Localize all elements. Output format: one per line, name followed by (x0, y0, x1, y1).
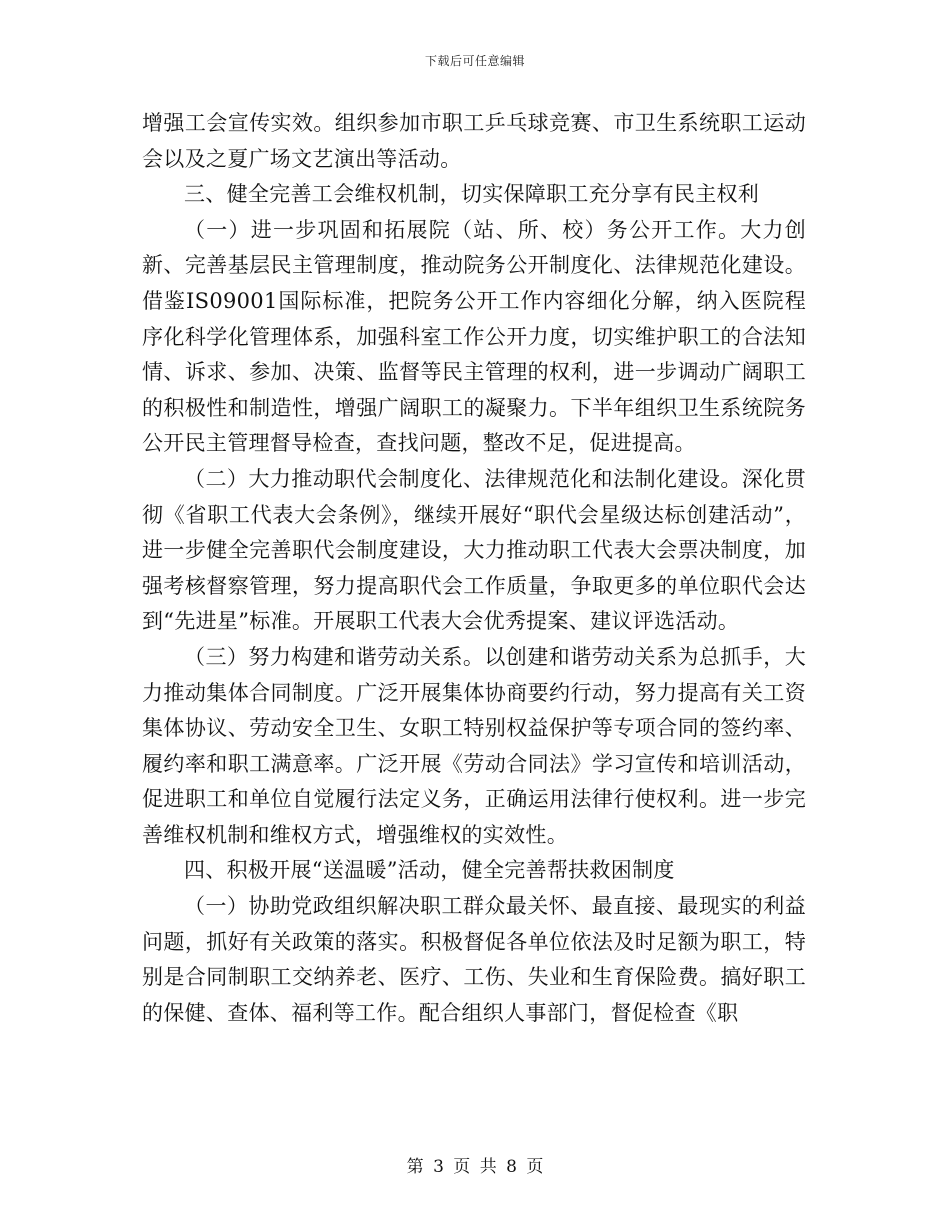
paragraph-4-1: （一）协助党政组织解决职工群众最关怀、最直接、最现实的利益问题，抓好有关政策的落实。积极督促各单位依法及时足额为职工，特别是合同制职工交纳养老、医疗、工伤、失业和生育保险费。搞好职工的保健、查体、福利等工作。配合组织人事部门，督促检查《职 (142, 894, 806, 1025)
section-heading-3: 三、健全完善工会维权机制，切实保障职工充分享有民主权利 (184, 182, 760, 207)
paragraph-1: 增强工会宣传实效。组织参加市职工乒乓球竞赛、市卫生系统职工运动会以及之夏广场文艺演出等活动。 (142, 111, 806, 171)
page-number: 第 3 页 共 8 页 (406, 1157, 544, 1177)
document-body (142, 106, 806, 1031)
paragraph-3-3: （三）努力构建和谐劳动关系。以创建和谐劳动关系为总抓手，大力推动集体合同制度。广泛开展集体协商要约行动，努力提高有关工资集体协议、劳动安全卫生、女职工特别权益保护等专项合同的签约率、履约率和职工满意率。广泛开展《劳动合同法》学习宣传和培训活动，促进职工和单位自觉履行法定义务，正确运用法律行使权利。进一步完善维权机制和维权方式，增强维权的实效性。 (142, 644, 806, 847)
paragraph-3-2: （二）大力推动职代会制度化、法律规范化和法制化建设。深化贯彻《省职工代表大会条例》，继续开展好“职代会星级达标创建活动”，进一步健全完善职代会制度建设，大力推动职工代表大会票决制度，加强考核督察管理，努力提高职代会工作质量，争取更多的单位职代会达到“先进星”标准。开展职工代表大会优秀提案、建议评选活动。 (142, 466, 806, 634)
paragraph-3-1: （一）进一步巩固和拓展院（站、所、校）务公开工作。大力创新、完善基层民主管理制度，推动院务公开制度化、法律规范化建设。借鉴IS09001国际标准，把院务公开工作内容细化分解，纳入医院程序化科学化管理体系，加强科室工作公开力度，切实维护职工的合法知情、诉求、参加、决策、监督等民主管理的权利，进一步调动广阔职工的积极性和制造性，增强广阔职工的凝聚力。下半年组织卫生系统院务公开民主管理督导检查，查找问题，整改不足，促进提高。 (142, 217, 806, 456)
page-header: 下载后可任意编辑 (424, 54, 525, 68)
section-heading-4: 四、积极开展“送温暖”活动，健全完善帮扶救困制度 (184, 858, 675, 883)
